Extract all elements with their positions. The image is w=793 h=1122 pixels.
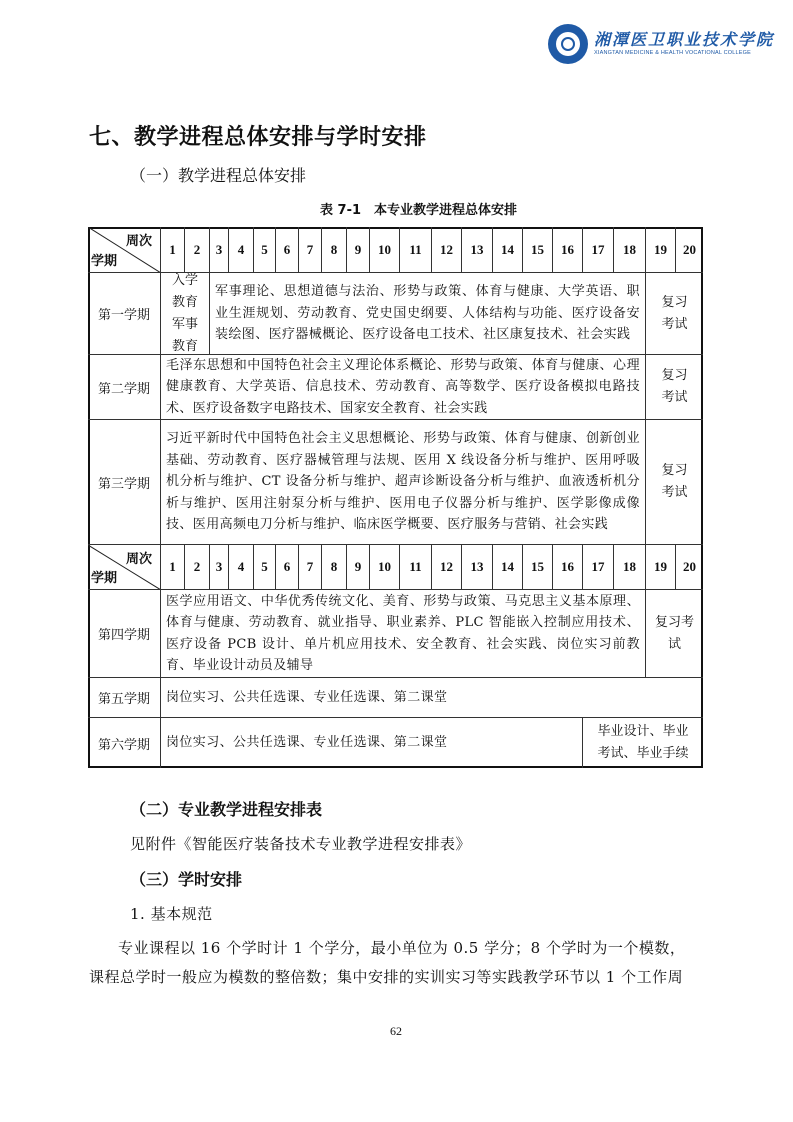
- exam-cell: 复习 考试: [646, 420, 703, 545]
- body-paragraph-line-2: 课程总学时一般应为模数的整倍数；集中安排的实训实习等实践教学环节以 1 个工作周: [89, 968, 684, 986]
- week-header-cell: 9: [347, 545, 370, 590]
- course-list-cell: 毛泽东思想和中国特色社会主义理论体系概论、形势与政策、体育与健康、心理健康教育、大学英语、信息技术、劳动教育、高等数学、医疗设备模拟电路技术、医疗设备数字电路技术、国家安全教育、社会实践: [161, 355, 646, 420]
- exam-cell: 复习 考试: [646, 273, 703, 355]
- course-list-cell: 习近平新时代中国特色社会主义思想概论、形势与政策、体育与健康、创新创业基础、劳动教育、医疗器械管理与法规、医用 X 线设备分析与维护、医用呼吸机分析与维护、CT 设备分析与维护、超声诊断设备分析与维护、血液透析机分析与维护、医用注射泵分析与维护、医用电子仪器分析与维护、医学影像成像技、医用高频电刀分析与维护、临床医学概要、医疗服务与营销、社会实践: [161, 420, 646, 545]
- week-header-cell: 8: [322, 545, 347, 590]
- course-list-cell: 岗位实习、公共任选课、专业任选课、第二课堂: [161, 718, 583, 768]
- item-heading: 1. 基本规范: [130, 905, 213, 923]
- attachment-reference: 见附件《智能医疗装备技术专业教学进程安排表》: [130, 835, 472, 853]
- semester-label: 第二学期: [88, 355, 161, 420]
- week-header-cell: 17: [583, 545, 614, 590]
- week-header-cell: 4: [229, 227, 254, 273]
- week-header-cell: 3: [210, 227, 229, 273]
- week-header-cell: 9: [347, 227, 370, 273]
- week-header-cell: 14: [493, 545, 523, 590]
- table-caption: 表 7-1 本专业教学进程总体安排: [320, 203, 518, 218]
- semester-label: 第三学期: [88, 420, 161, 545]
- week-header-cell: 13: [462, 227, 493, 273]
- header-corner-cell: [88, 545, 161, 590]
- week-header-cell: 6: [276, 227, 299, 273]
- week-header-cell: 14: [493, 227, 523, 273]
- college-logo: [548, 24, 774, 64]
- week-header-cell: 17: [583, 227, 614, 273]
- semester-label: 第五学期: [88, 678, 161, 718]
- week-header-cell: 19: [646, 227, 676, 273]
- week-header-cell: 12: [432, 227, 462, 273]
- week-header-cell: 1: [161, 227, 185, 273]
- graduation-cell: 毕业设计、毕业 考试、毕业手续: [597, 724, 689, 761]
- course-list-cell: 医学应用语文、中华优秀传统文化、美育、形势与政策、马克思主义基本原理、体育与健康、劳动教育、就业指导、职业素养、PLC 智能嵌入控制应用技术、医疗设备 PCB 设计、单片机应用技术、安全教育、社会实践、岗位实习前教育、毕业设计动员及辅导: [161, 590, 646, 678]
- week-header-cell: 19: [646, 545, 676, 590]
- week-header-cell: 20: [676, 227, 703, 273]
- week-header-cell: 10: [370, 227, 400, 273]
- semester-label: 第四学期: [88, 590, 161, 678]
- logo-english-name: XIANGTAN MEDICINE & HEALTH VOCATIONAL COLLEGE: [594, 50, 752, 56]
- subsection-heading-3: （三）学时安排: [130, 870, 243, 889]
- exam-cell: 复习 考试: [646, 355, 703, 420]
- week-header-cell: 2: [185, 227, 210, 273]
- week-header-cell: 3: [210, 545, 229, 590]
- week-header-cell: 7: [299, 545, 322, 590]
- corner-week-label: 周次: [125, 234, 152, 249]
- schedule-table: [88, 227, 703, 768]
- exam-cell: 复习考 试: [646, 590, 703, 678]
- week-header-cell: 20: [676, 545, 703, 590]
- week-header-cell: 18: [614, 227, 646, 273]
- week-header-cell: 1: [161, 545, 185, 590]
- week-header-cell: 7: [299, 227, 322, 273]
- college-emblem-icon: [548, 24, 588, 64]
- week-header-cell: 5: [254, 227, 276, 273]
- week-header-cell: 10: [370, 545, 400, 590]
- corner-semester-label: 学期: [91, 254, 118, 269]
- course-list-cell: 军事理论、思想道德与法治、形势与政策、体育与健康、大学英语、职业生涯规划、劳动教育、党史国史纲要、人体结构与功能、医疗设备安装绘图、医疗器械概论、医疗设备电工技术、社区康复技术、社会实践: [210, 273, 646, 355]
- week-header-cell: 11: [400, 227, 432, 273]
- logo-chinese-name: 湘潭医卫职业技术学院: [594, 30, 775, 49]
- week-header-cell: 12: [432, 545, 462, 590]
- week-header-cell: 15: [523, 227, 553, 273]
- header-corner-cell: [88, 227, 161, 273]
- subsection-heading-2: （二）专业教学进程安排表: [130, 800, 323, 819]
- body-paragraph-line-1: 专业课程以 16 个学时计 1 个学分，最小单位为 0.5 学分；8 个学时为一个模数，: [118, 939, 686, 957]
- week-header-cell: 2: [185, 545, 210, 590]
- week-header-cell: 16: [553, 545, 583, 590]
- course-list-cell: 岗位实习、公共任选课、专业任选课、第二课堂: [161, 678, 703, 718]
- subsection-heading-1: （一）教学进程总体安排: [130, 166, 307, 185]
- orientation-cell: 入学 教育 军事 教育: [161, 273, 210, 355]
- week-header-cell: 16: [553, 227, 583, 273]
- week-header-cell: 11: [400, 545, 432, 590]
- corner-week-label: 周次: [125, 552, 152, 567]
- week-header-cell: 6: [276, 545, 299, 590]
- corner-semester-label: 学期: [91, 571, 118, 586]
- week-header-cell: 18: [614, 545, 646, 590]
- week-header-cell: 13: [462, 545, 493, 590]
- week-header-cell: 4: [229, 545, 254, 590]
- semester-label: 第一学期: [88, 273, 161, 355]
- section-title: 七、教学进程总体安排与学时安排: [89, 125, 427, 150]
- week-header-cell: 5: [254, 545, 276, 590]
- week-header-cell: 8: [322, 227, 347, 273]
- page-number: 62: [390, 1024, 402, 1038]
- semester-label: 第六学期: [88, 718, 161, 768]
- week-header-cell: 15: [523, 545, 553, 590]
